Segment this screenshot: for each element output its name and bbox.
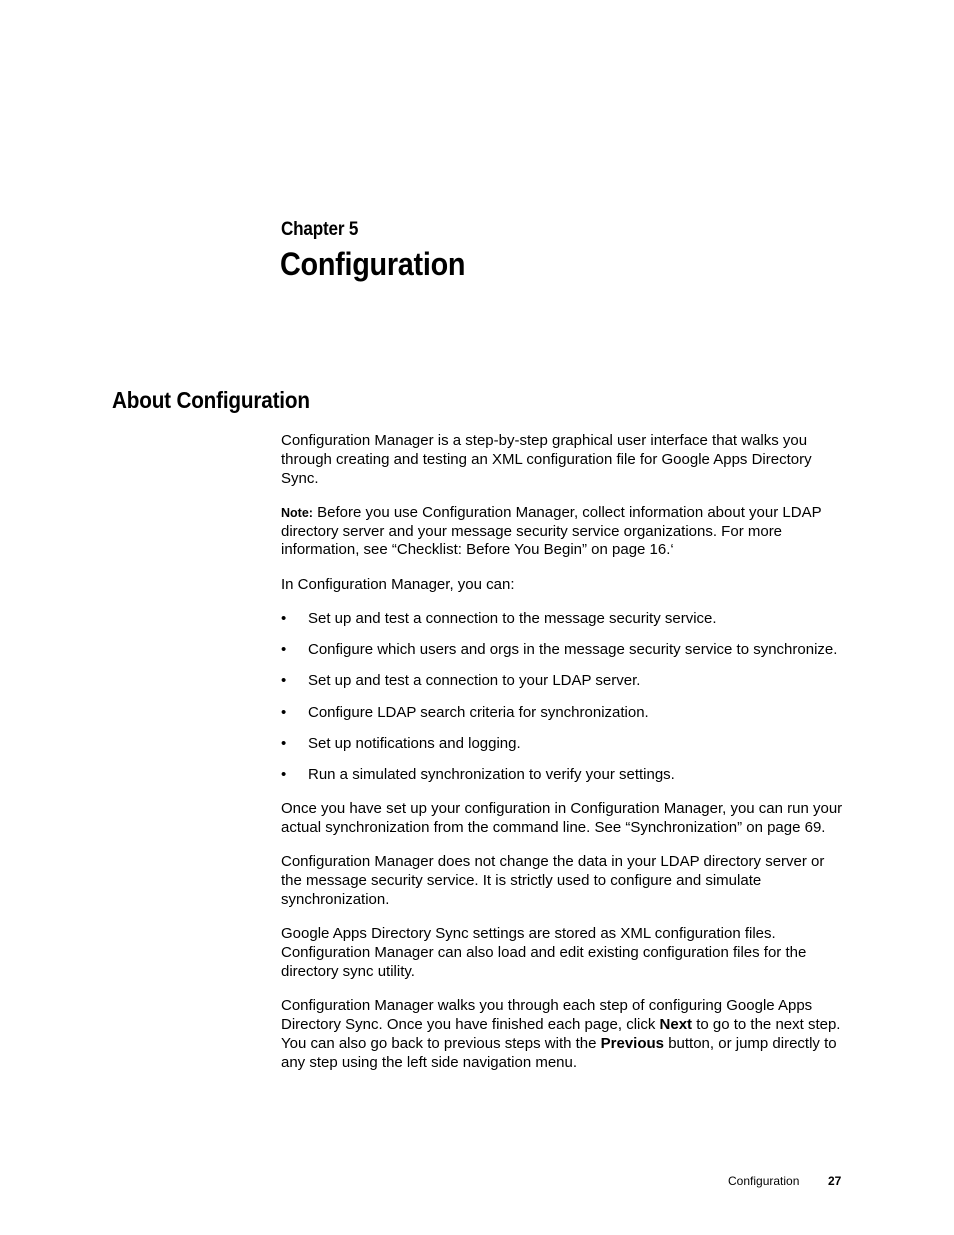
list-item <box>281 641 846 660</box>
bullet-icon: • <box>281 734 287 752</box>
list-item-text: Configure LDAP search criteria for synchronization. <box>308 703 649 721</box>
list-item <box>281 735 846 754</box>
list-item-text: Configure which users and orgs in the message security service to synchronize. <box>308 641 838 659</box>
list-item-text: Set up notifications and logging. <box>308 734 521 752</box>
bullet-icon: • <box>281 766 287 784</box>
intro-paragraph: Configuration Manager is a step-by-step graphical user interface that walks you through creating and testing an XML configuration file for Google Apps Directory Sync. <box>281 432 812 487</box>
note-label: Note: <box>281 505 313 520</box>
navigation-text-3: button, or jump directly to any step using the left side navigation menu. <box>281 1034 837 1071</box>
previous-term: Previous <box>600 1034 665 1052</box>
next-term: Next <box>659 1015 693 1033</box>
navigation-text-1: Configuration Manager walks you through each step of configuring Google Apps Directory Sync. Once you have finished each page, click <box>281 997 813 1033</box>
note-text: Before you use Configuration Manager, collect information about your LDAP directory server and your message security service organizations. For more information, see “Checklist: Before You Begin” on page 16.‘ <box>281 503 822 559</box>
bullet-icon: • <box>281 703 287 721</box>
section-heading: About Configuration <box>112 387 310 413</box>
capabilities-list <box>281 610 846 785</box>
navigation-text-2: to go to the next step. You can also go back to previous steps with the <box>281 1015 841 1052</box>
body-content <box>281 432 846 1088</box>
note-paragraph <box>281 504 846 560</box>
navigation-paragraph <box>281 997 846 1072</box>
list-item <box>281 766 846 785</box>
list-item <box>281 704 846 723</box>
page-number: 27 <box>828 1174 842 1188</box>
capabilities-intro: In Configuration Manager, you can: <box>281 575 515 593</box>
data-unchanged-paragraph: Configuration Manager does not change the data in your LDAP directory server or the message security service. It is strictly used to configure and simulate synchronization. <box>281 853 825 908</box>
list-item-text: Set up and test a connection to the message security service. <box>308 610 717 628</box>
chapter-title: Configuration <box>280 246 466 282</box>
page-footer <box>728 1174 842 1188</box>
chapter-label: Chapter 5 <box>281 219 359 240</box>
list-item <box>281 610 846 629</box>
command-line-paragraph: Once you have set up your configuration in Configuration Manager, you can run your actual synchronization from the command line. See “Synchronization” on page 69. <box>281 800 843 837</box>
list-item-text: Run a simulated synchronization to verify your settings. <box>308 766 675 784</box>
list-item-text: Set up and test a connection to your LDAP server. <box>308 672 641 690</box>
bullet-icon: • <box>281 641 287 659</box>
xml-settings-paragraph: Google Apps Directory Sync settings are stored as XML configuration files. Configuration Manager can also load and edit existing configuration files for the directory sync utility. <box>281 925 807 980</box>
footer-section-name: Configuration <box>728 1174 800 1188</box>
bullet-icon: • <box>281 672 287 690</box>
bullet-icon: • <box>281 610 287 628</box>
list-item <box>281 672 846 691</box>
